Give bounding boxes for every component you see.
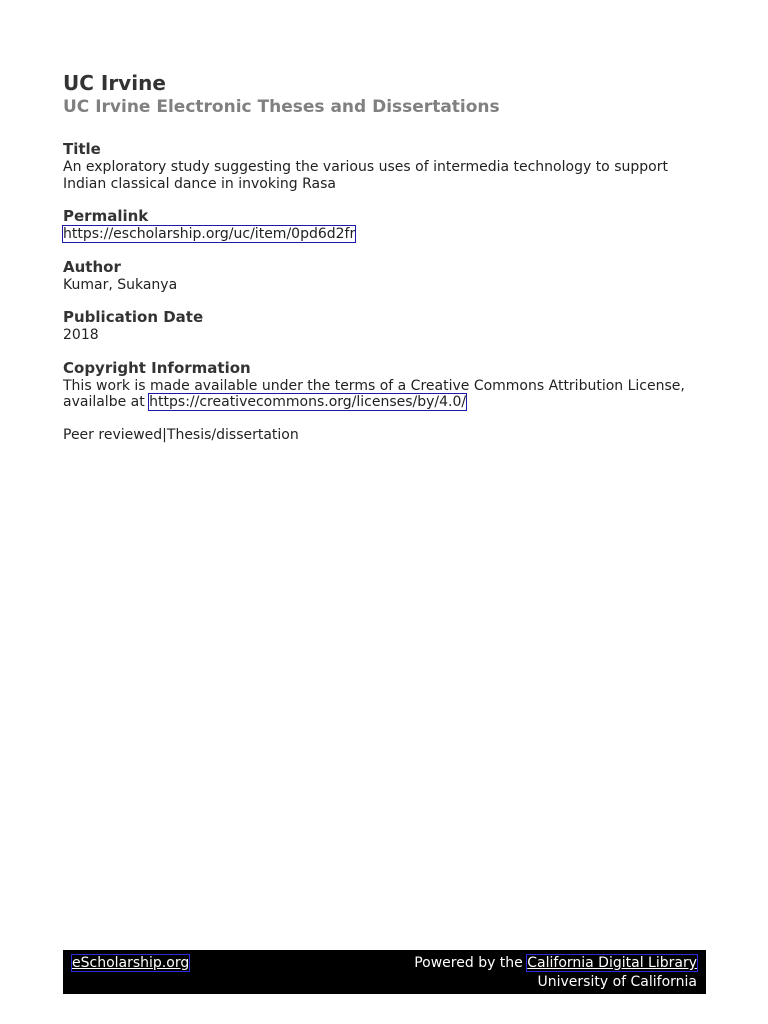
institution-name: University of California [537,974,697,990]
permalink-label: Permalink [63,207,149,225]
campus-name: UC Irvine [63,71,166,95]
publication-date-label: Publication Date [63,308,204,326]
footer-left [72,954,189,973]
publication-date-value: 2018 [63,327,99,343]
work-title: An exploratory study suggesting the various uses of intermedia technology to support Indian classical dance in invoking Rasa [63,159,668,192]
footer-right [414,954,697,992]
author-section [63,257,706,294]
title-section [63,139,706,192]
powered-by-line [414,954,697,973]
permalink-link[interactable]: https://escholarship.org/uc/item/0pd6d2fr [63,226,356,242]
copyright-text [63,378,706,411]
copyright-section [63,358,706,411]
series-title: UC Irvine Electronic Theses and Dissertations [63,97,500,117]
copyright-statement: This work is made available under the terms of a Creative Commons Attribution License, availalbe at [63,377,685,410]
author-label: Author [63,257,121,276]
publication-date-section [63,307,706,344]
peer-review-status: Peer reviewed|Thesis/dissertation [63,426,299,443]
license-link[interactable]: https://creativecommons.org/licenses/by/4.0/ [149,394,467,410]
powered-by-text: Powered by the [414,955,528,971]
copyright-label: Copyright Information [63,358,251,377]
cdl-link[interactable]: California Digital Library [527,955,697,971]
author-name: Kumar, Sukanya [63,276,178,293]
permalink-line [63,226,706,243]
permalink-section [63,206,706,243]
escholarship-link[interactable]: eScholarship.org [72,955,190,971]
title-label: Title [63,140,101,158]
footer-bar [63,950,706,994]
cover-page [63,70,706,443]
